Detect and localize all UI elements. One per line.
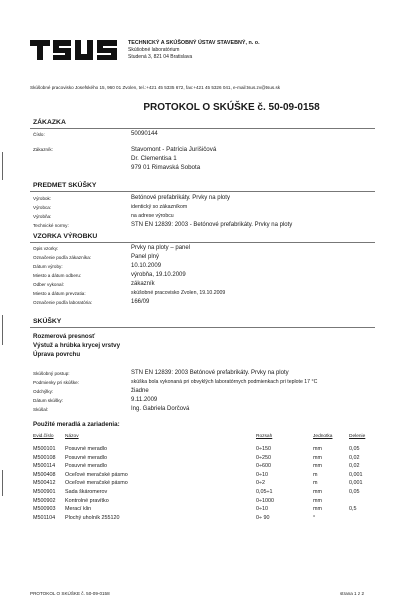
cell-jednotka: m <box>313 480 318 487</box>
cell-jednotka: mm <box>313 454 322 461</box>
cell-rozsah: 0,05÷1 <box>256 489 273 495</box>
tsus-logo <box>30 38 120 62</box>
label-vyrobok: Výrobok: <box>33 196 52 201</box>
cell-rozsah: 0÷600 <box>256 463 271 470</box>
cell-delenie: 0,02 <box>349 454 360 461</box>
value-cislo: 50090144 <box>131 131 158 137</box>
cell-evid: M501104 <box>33 514 56 521</box>
section-heading-vzorka: VZORKA VÝROBKU <box>33 233 98 240</box>
label-zakaznik: Zákazník: <box>33 147 53 152</box>
label-opis: Opis vzorky: <box>33 246 59 251</box>
cell-nazov: Sada škáromerov <box>65 489 108 495</box>
label-normy: Technické normy: <box>33 223 69 228</box>
label-oznacenie-lab: Označenie podľa laboratória: <box>33 300 93 305</box>
cell-jednotka: ° <box>313 514 316 521</box>
test-name-1: Rozmerová presnosť <box>33 333 96 340</box>
cell-delenie: 0,001 <box>349 471 363 478</box>
label-datum-vyroby: Dátum výroby: <box>33 264 63 269</box>
margin-mark <box>2 152 3 180</box>
label-podmienky: Podmienky pri skúške: <box>33 380 79 385</box>
cell-nazov: Posuvné meradlo <box>65 463 107 470</box>
section-heading-skusky: SKÚŠKY <box>33 318 62 325</box>
cell-delenie: 0,5 <box>349 506 357 513</box>
value-skusal: Ing. Gabriela Dorčová <box>131 406 190 412</box>
org-lab: Skúšobné laboratórium <box>128 47 180 53</box>
cell-nazov: Posuvné meradlo <box>65 454 107 461</box>
label-cislo: Číslo: <box>33 132 45 137</box>
section-heading-predmet: PREDMET SKÚŠKY <box>33 182 97 189</box>
value-podmienky: skúška bola vykonaná pri obvyklých laboratórnych podmienkach pri teplote 17 °C <box>131 379 318 385</box>
value-vyrobca: identický so zákazníkom <box>131 204 188 210</box>
cell-rozsah: 0÷150 <box>256 446 271 452</box>
cell-delenie: 0,02 <box>349 463 360 470</box>
label-vyrobna: Výrobňa: <box>33 214 52 219</box>
col-header-delenie: Delenie <box>349 434 366 439</box>
workplace-address: Skúšobné pracovisko Josefského 15, 960 01 Zvolen, tel.:+421 45 5335 672, fax:+421 45 5326 041, e-mail:tsus.zv@tsus.sk <box>30 85 281 90</box>
value-datum-vyroby: 10.10.2009 <box>131 263 162 269</box>
col-header-nazov: Názov <box>65 434 79 439</box>
test-name-3: Úprava povrchu <box>33 351 81 358</box>
cell-nazov: Posuvné meradlo <box>65 446 107 452</box>
cell-evid: M500114 <box>33 463 56 470</box>
value-postup: STN EN 12839: 2003 Betónové prefabrikáty. Prvky na ploty <box>131 370 289 376</box>
cell-jednotka: mm <box>313 446 322 452</box>
divider <box>30 128 375 129</box>
label-oznacenie-zakaznik: Označenie podľa zákazníka: <box>33 255 92 260</box>
value-miesto-prevzatia: skúšobné pracovisko Zvolen, 19.10.2009 <box>131 290 226 296</box>
col-header-rozsah: Rozsah <box>256 434 273 439</box>
value-opis: Prvky na ploty – panel <box>131 245 191 251</box>
value-vyrobna: na adrese výrobcu <box>131 213 174 219</box>
org-name: TECHNICKÝ A SKÚŠOBNÝ ÚSTAV STAVEBNÝ, n. o. <box>128 40 260 46</box>
cell-rozsah: 0÷2 <box>256 480 265 487</box>
cell-evid: M500903 <box>33 506 56 513</box>
cell-evid: M500108 <box>33 454 56 461</box>
cell-nazov: Plochý uholník 255120 <box>65 514 120 521</box>
label-postup: Skúšobný postup: <box>33 371 70 376</box>
cell-evid: M500901 <box>33 489 56 495</box>
margin-mark <box>2 470 3 496</box>
footer-page-number: strana 1 z 2 <box>340 591 365 596</box>
cell-nazov: Oceľové meračské pásmo <box>65 471 128 478</box>
cell-delenie: 0,05 <box>349 489 360 495</box>
value-zakaznik: Stavomont - Patrícia Jurišičová <box>131 146 217 153</box>
col-header-jednotka: Jednotka <box>313 434 333 439</box>
label-miesto-prevzatia: Miesto a dátum prevzatia: <box>33 291 86 296</box>
label-miesto-odberu: Miesto a dátum odberu: <box>33 273 82 278</box>
cell-rozsah: 0÷ 90 <box>256 514 270 521</box>
label-vyrobca: Výrobca: <box>33 205 52 210</box>
footer-protocol: PROTOKOL O SKÚŠKE č. 50-09-0158 <box>30 591 110 596</box>
value-vyrobok: Betónové prefabrikáty. Prvky na ploty <box>131 195 230 201</box>
col-header-evid: Evid.číslo <box>33 434 54 439</box>
cell-evid: M500902 <box>33 497 56 504</box>
value-address-line1: Dr. Clementisa 1 <box>131 155 177 162</box>
cell-evid: M500408 <box>33 471 56 478</box>
divider <box>30 327 375 328</box>
value-miesto-odberu: výrobňa, 19.10.2009 <box>131 272 186 278</box>
cell-rozsah: 0÷1000 <box>256 497 274 504</box>
cell-nazov: Oceľové meračské pásmo <box>65 480 128 487</box>
margin-mark <box>2 315 3 345</box>
organization-block <box>128 40 260 61</box>
cell-jednotka: mm <box>313 506 322 513</box>
cell-evid: M500101 <box>33 446 56 452</box>
cell-jednotka: m <box>313 471 318 478</box>
org-address: Studená 3, 821 04 Bratislava <box>128 54 193 60</box>
value-normy: STN EN 12839: 2003 - Betónové prefabrikáty. Prvky na ploty <box>131 222 293 228</box>
protocol-title <box>0 102 403 113</box>
cell-rozsah: 0÷10 <box>256 506 268 513</box>
cell-rozsah: 0÷10 <box>256 471 268 478</box>
cell-delenie: 0,05 <box>349 446 360 452</box>
cell-nazov: Merací klin <box>65 506 92 513</box>
value-datum-skusky: 9.11.2009 <box>131 397 158 403</box>
value-address-line2: 979 01 Rimavská Sobota <box>131 164 201 171</box>
cell-jednotka: mm <box>313 497 322 504</box>
section-heading-zakazka: ZÁKAZKA <box>33 119 66 126</box>
label-odber: Odber vykonal: <box>33 282 64 287</box>
cell-delenie: 0,001 <box>349 480 363 487</box>
cell-jednotka: mm <box>313 489 322 495</box>
cell-nazov: Kontrolné pravítko <box>65 497 109 504</box>
instruments-heading: Použité meradlá a zariadenia: <box>33 421 120 428</box>
value-oznacenie-lab: 166/09 <box>131 299 150 305</box>
test-name-2: Výstuž a hrúbka krycej vrstvy <box>33 342 121 349</box>
label-odchylky: Odchýlky: <box>33 389 54 394</box>
label-skusal: Skúšal: <box>33 407 49 412</box>
value-oznacenie-zakaznik: Panel plný <box>131 254 160 260</box>
cell-jednotka: mm <box>313 463 322 470</box>
value-odber: zákazník <box>131 281 155 287</box>
protocol-title-text: PROTOKOL O SKÚŠKE č. 50-09-0158 <box>143 102 320 113</box>
divider <box>30 191 375 192</box>
value-odchylky: žiadne <box>131 388 149 394</box>
divider <box>30 242 375 243</box>
cell-evid: M500412 <box>33 480 56 487</box>
cell-rozsah: 0÷250 <box>256 454 271 461</box>
label-datum-skusky: Dátum skúšky: <box>33 398 64 403</box>
